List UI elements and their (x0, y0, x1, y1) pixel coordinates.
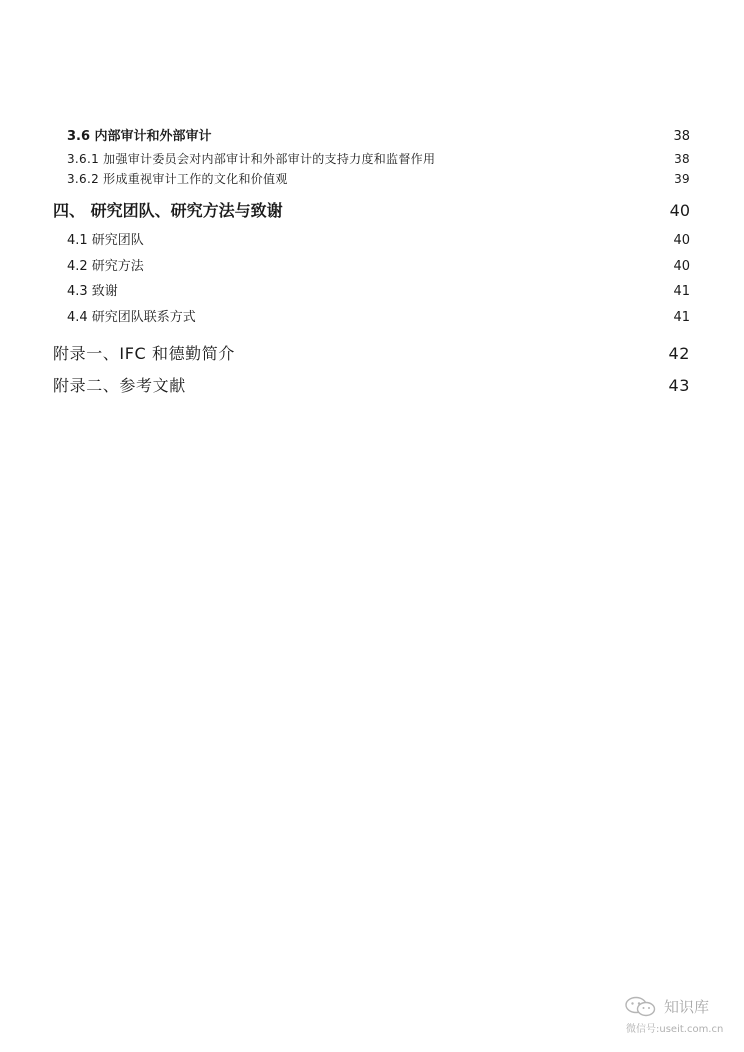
toc-entry-page: 38 (674, 152, 690, 166)
watermark-subtitle: 微信号:useit.com.cn (626, 1024, 724, 1035)
toc-entry-appendix-2[interactable] (53, 373, 690, 396)
toc-entry-label: 四、 研究团队、研究方法与致谢 (53, 201, 283, 220)
toc-entry-label: 4.2 研究方法 (67, 259, 144, 274)
toc-entry-4-1[interactable] (67, 229, 690, 248)
toc-entry-4-4[interactable] (67, 306, 690, 325)
toc-entry-label: 3.6.1 加强审计委员会对内部审计和外部审计的支持力度和监督作用 (67, 152, 436, 166)
toc-entry-label: 附录二、参考文献 (53, 376, 186, 395)
toc-entry-page: 43 (668, 376, 690, 395)
toc-entry-page: 40 (669, 201, 690, 220)
toc-entry-page: 40 (673, 259, 690, 274)
wechat-icon (624, 996, 658, 1018)
toc-entry-label: 4.1 研究团队 (67, 233, 144, 248)
toc-entry-label: 3.6.2 形成重视审计工作的文化和价值观 (67, 172, 288, 186)
toc-entry-3-6-1[interactable] (67, 150, 690, 167)
toc-entry-page: 39 (674, 172, 690, 186)
toc-entry-page: 41 (673, 310, 690, 325)
toc-entry-page: 40 (673, 233, 690, 248)
watermark-title: 知识库 (664, 998, 710, 1016)
toc-entry-label: 4.3 致谢 (67, 284, 118, 299)
toc-entry-appendix-1[interactable] (53, 341, 690, 364)
toc-entry-label: 附录一、IFC 和德勤简介 (53, 344, 235, 363)
toc-entry-chapter-4[interactable] (53, 198, 690, 221)
toc-entry-page: 38 (673, 129, 690, 144)
toc-entry-page: 42 (668, 344, 690, 363)
toc-entry-label: 4.4 研究团队联系方式 (67, 310, 196, 325)
toc-entry-page: 41 (673, 284, 690, 299)
toc-entry-3-6-2[interactable] (67, 170, 690, 187)
watermark (624, 996, 734, 1036)
toc-entry-label: 3.6 内部审计和外部审计 (67, 129, 212, 144)
toc-entry-4-3[interactable] (67, 280, 690, 299)
toc-entry-3-6[interactable] (67, 125, 690, 144)
toc-entry-4-2[interactable] (67, 255, 690, 274)
